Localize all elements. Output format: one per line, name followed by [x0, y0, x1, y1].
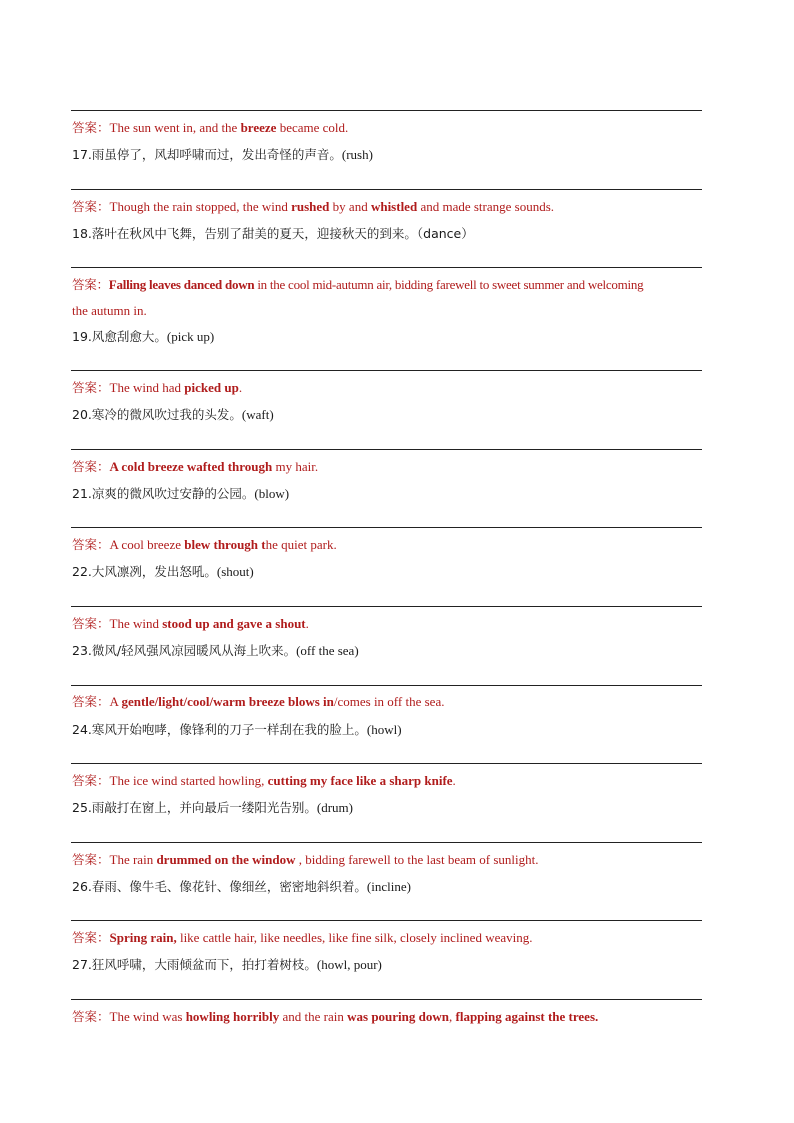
- answer-label: 答案：: [72, 1009, 110, 1024]
- answer-text: like cattle hair, like needles, like fine silk, closely inclined weaving.: [176, 930, 533, 945]
- answer-continuation: [72, 303, 147, 319]
- answer-text: The wind was: [109, 1009, 186, 1024]
- question-hint: (pick up): [166, 329, 215, 344]
- answer-key-phrase: howling horribly: [185, 1009, 280, 1024]
- answer-text: ,: [449, 1009, 456, 1024]
- answer-line: [72, 773, 456, 789]
- answer-key-phrase: A cold breeze wafted through: [109, 459, 273, 474]
- answer-text: The wind had: [109, 380, 185, 395]
- answer-key-phrase: picked up: [184, 380, 239, 395]
- answer-divider: [71, 370, 702, 371]
- answer-text: and made strange sounds.: [417, 199, 555, 214]
- question-hint: (incline): [366, 879, 411, 894]
- answer-text: Though the rain stopped, the wind: [109, 199, 292, 214]
- answer-divider: [71, 920, 702, 921]
- answer-key-phrase: Spring rain,: [109, 930, 177, 945]
- answer-divider: [71, 527, 702, 528]
- question-text: 27.狂风呼啸，大雨倾盆而下，拍打着树枝。: [72, 957, 317, 972]
- question-line: [72, 147, 373, 163]
- answer-divider: [71, 999, 702, 1000]
- question-line: [72, 329, 214, 345]
- question-line: [72, 486, 289, 502]
- answer-line: [72, 694, 444, 710]
- answer-label: 答案：: [72, 694, 110, 709]
- answer-key-phrase: gentle/light/cool/warm breeze blows in: [121, 694, 334, 709]
- answer-text: The wind: [109, 616, 163, 631]
- answer-text: .: [452, 773, 456, 788]
- answer-text: and the rain: [279, 1009, 348, 1024]
- question-line: [72, 800, 353, 816]
- question-line: [72, 643, 359, 659]
- question-hint: (waft): [241, 407, 274, 422]
- question-text: 22.大风凛冽，发出怒吼。: [72, 564, 217, 579]
- answer-text: /comes in off the sea.: [333, 694, 445, 709]
- answer-label: 答案：: [72, 930, 110, 945]
- answer-key-phrase: whistled: [370, 199, 418, 214]
- question-text: 20.寒冷的微风吹过我的头发。: [72, 407, 242, 422]
- answer-label: 答案：: [72, 199, 110, 214]
- answer-key-phrase: drummed on the window: [156, 852, 296, 867]
- answer-text: , bidding farewell to the last beam of sunlight.: [295, 852, 539, 867]
- answer-key-phrase: breeze: [240, 120, 277, 135]
- answer-text: in the cool mid-autumn air, bidding farewell to sweet summer and welcoming: [257, 277, 644, 292]
- question-line: [72, 957, 382, 973]
- answer-line: [72, 380, 242, 396]
- question-line: [72, 226, 474, 242]
- answer-label: 答案：: [72, 459, 110, 474]
- answer-line: [72, 930, 532, 946]
- question-hint: (rush): [341, 147, 373, 162]
- answer-divider: [71, 842, 702, 843]
- question-hint: (howl, pour): [316, 957, 382, 972]
- answer-line: [72, 616, 309, 632]
- answer-text: A: [109, 694, 122, 709]
- answer-label: 答案：: [72, 537, 110, 552]
- answer-text: by and: [329, 199, 371, 214]
- question-text: 21.凉爽的微风吹过安静的公园。: [72, 486, 255, 501]
- answer-line: [72, 537, 337, 553]
- answer-text: became cold.: [276, 120, 349, 135]
- answer-key-phrase: flapping against the trees.: [455, 1009, 599, 1024]
- question-hint: (howl): [366, 722, 402, 737]
- answer-key-phrase: rushed: [291, 199, 330, 214]
- answer-label: 答案：: [72, 616, 110, 631]
- question-text: 18.落叶在秋风中飞舞，告别了甜美的夏天，迎接秋天的到来。（dance）: [72, 226, 474, 241]
- answer-line: [72, 120, 348, 136]
- answer-text: the autumn in.: [72, 303, 147, 318]
- question-text: 26.春雨、像牛毛、像花针、像细丝，密密地斜织着。: [72, 879, 367, 894]
- question-line: [72, 879, 411, 895]
- answer-line: [72, 852, 538, 868]
- answer-line: [72, 459, 318, 475]
- answer-text: .: [238, 380, 243, 395]
- answer-divider: [71, 763, 702, 764]
- answer-key-phrase: Falling leaves danced down: [108, 277, 258, 292]
- answer-text: The sun went in, and the: [109, 120, 241, 135]
- answer-divider: [71, 606, 702, 607]
- answer-label: 答案：: [72, 380, 110, 395]
- question-line: [72, 564, 254, 580]
- answer-divider: [71, 189, 702, 190]
- question-hint: (off the sea): [296, 643, 359, 658]
- answer-label: 答案：: [72, 277, 109, 292]
- question-text: 17.雨虽停了，风却呼啸而过，发出奇怪的声音。: [72, 147, 342, 162]
- answer-label: 答案：: [72, 852, 110, 867]
- question-hint: (shout): [216, 564, 254, 579]
- answer-divider: [71, 267, 702, 268]
- question-text: 24.寒风开始咆哮，像锋利的刀子一样刮在我的脸上。: [72, 722, 367, 737]
- answer-text: .: [305, 616, 309, 631]
- answer-text: he quiet park.: [265, 537, 337, 552]
- answer-text: A cool breeze: [109, 537, 185, 552]
- question-line: [72, 407, 274, 423]
- answer-label: 答案：: [72, 120, 110, 135]
- answer-text: The ice wind started howling,: [109, 773, 268, 788]
- question-hint: (blow): [254, 486, 290, 501]
- question-text: 23.微风/轻风强风凉园暖风从海上吹来。: [72, 643, 297, 658]
- question-text: 25.雨敲打在窗上，并向最后一缕阳光告别。: [72, 800, 317, 815]
- answer-key-phrase: stood up and gave a shout: [162, 616, 306, 631]
- answer-text: my hair.: [272, 459, 319, 474]
- question-line: [72, 722, 402, 738]
- answer-key-phrase: was pouring down: [347, 1009, 449, 1024]
- answer-divider: [71, 110, 702, 111]
- answer-line: [72, 277, 643, 293]
- question-hint: (drum): [316, 800, 353, 815]
- answer-key-phrase: cutting my face like a sharp knife: [267, 773, 453, 788]
- answer-key-phrase: blew through t: [184, 537, 266, 552]
- answer-divider: [71, 449, 702, 450]
- question-text: 19.风愈刮愈大。: [72, 329, 167, 344]
- answer-line: [72, 1009, 598, 1025]
- answer-divider: [71, 685, 702, 686]
- answer-line: [72, 199, 554, 215]
- answer-text: The rain: [109, 852, 157, 867]
- answer-label: 答案：: [72, 773, 110, 788]
